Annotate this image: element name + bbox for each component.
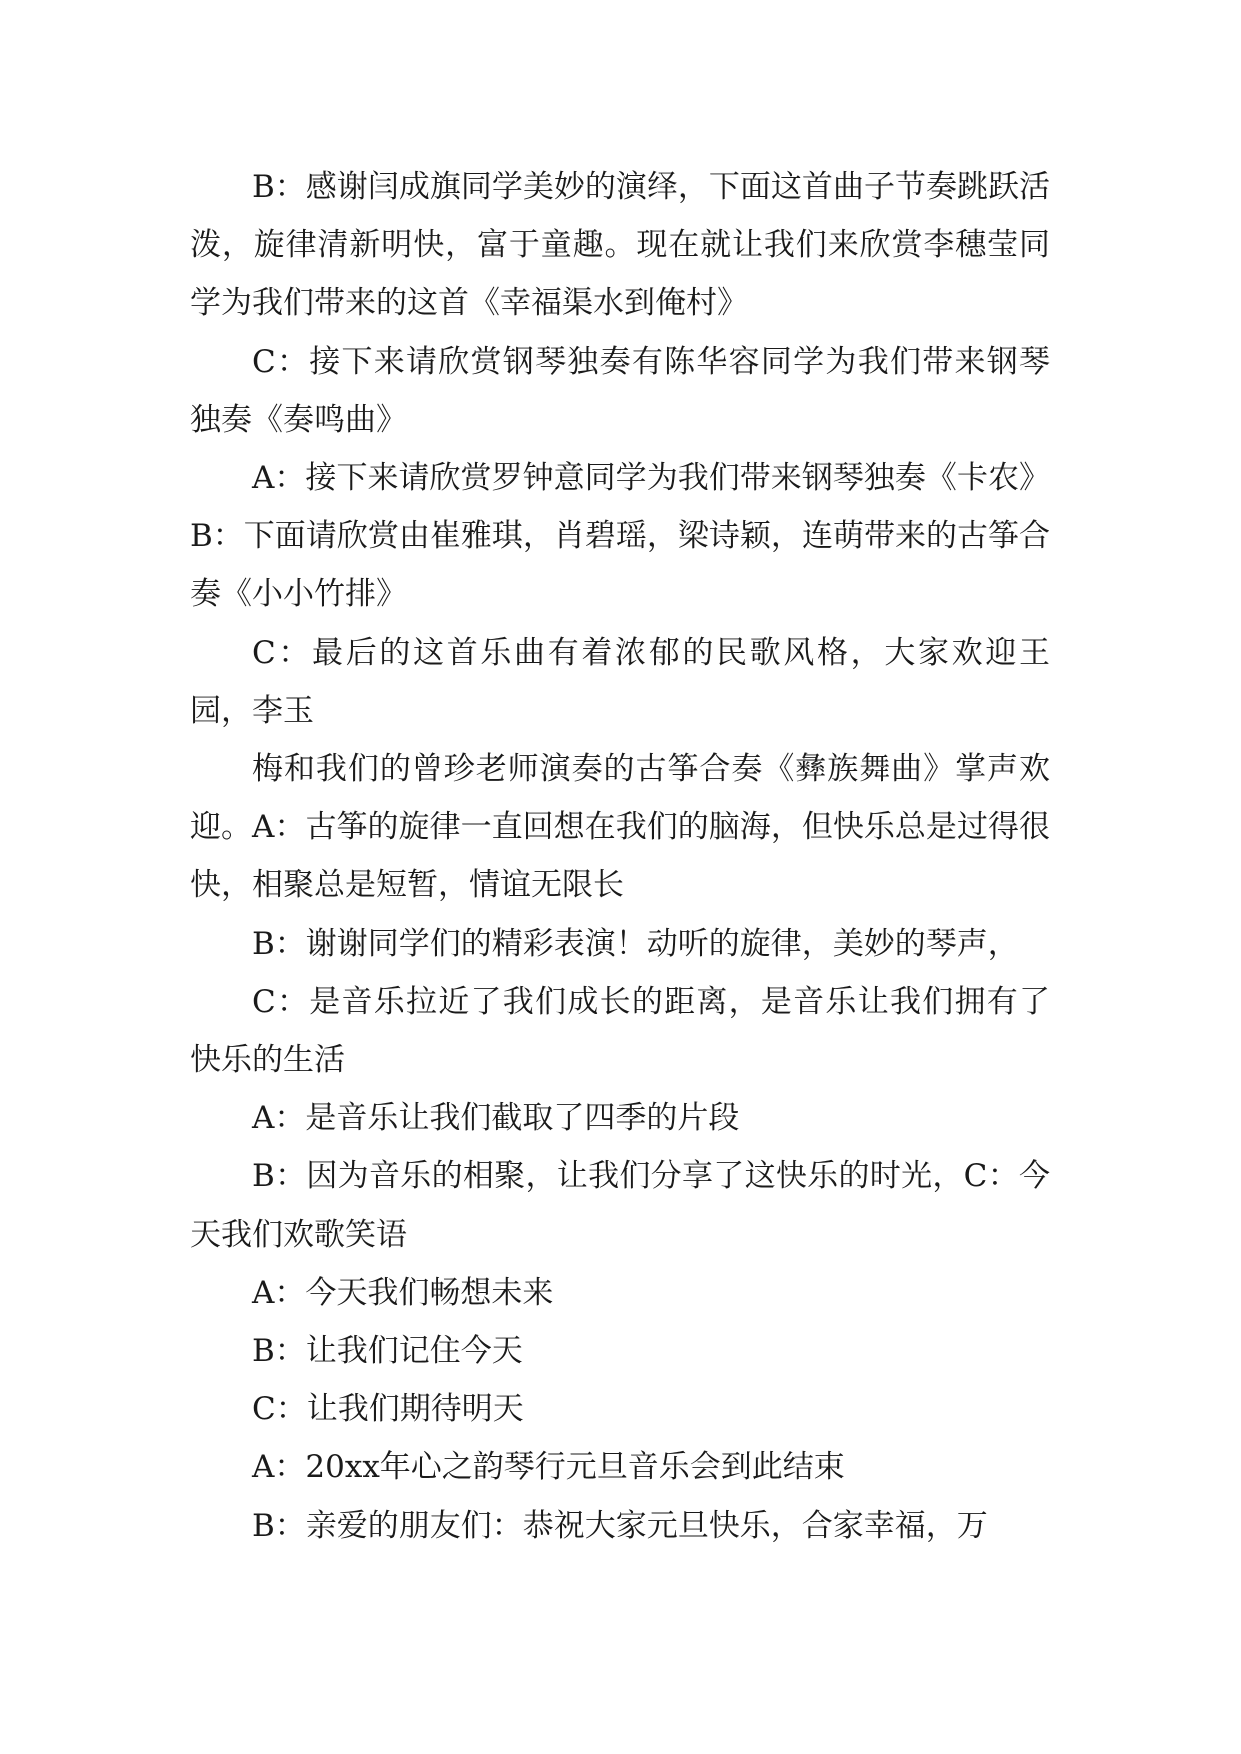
paragraph: B：因为音乐的相聚，让我们分享了这快乐的时光，C：今天我们欢歌笑语 [190, 1158, 1050, 1253]
paragraph: B：感谢闫成旗同学美妙的演绎，下面这首曲子节奏跳跃活泼，旋律清新明快，富于童趣。现在就让我们来欣赏李穗莹同学为我们带来的这首《幸福渠水到俺村》 [190, 169, 1050, 322]
document-body [190, 158, 1050, 1555]
paragraph: A：接下来请欣赏罗钟意同学为我们带来钢琴独奏《卡农》B：下面请欣赏由崔雅琪，肖碧瑶，梁诗颖，连萌带来的古筝合奏《小小竹排》 [190, 460, 1050, 613]
paragraph: 梅和我们的曾珍老师演奏的古筝合奏《彝族舞曲》掌声欢迎。A：古筝的旋律一直回想在我们的脑海，但快乐总是过得很快，相聚总是短暂，情谊无限长 [190, 751, 1050, 904]
paragraph: A：20xx年心之韵琴行元旦音乐会到此结束 [252, 1449, 845, 1486]
paragraph: C：接下来请欣赏钢琴独奏有陈华容同学为我们带来钢琴独奏《奏鸣曲》 [190, 343, 1050, 438]
paragraph: B：亲爱的朋友们：恭祝大家元旦快乐，合家幸福，万 [252, 1507, 988, 1544]
paragraph: C：最后的这首乐曲有着浓郁的民歌风格，大家欢迎王园，李玉 [190, 634, 1050, 729]
paragraph: B：让我们记住今天 [252, 1333, 523, 1370]
paragraph: C：让我们期待明天 [252, 1391, 524, 1428]
paragraph: B：谢谢同学们的精彩表演！动听的旋律，美妙的琴声， [252, 925, 1019, 962]
paragraph: A：今天我们畅想未来 [252, 1274, 554, 1311]
paragraph: A：是音乐让我们截取了四季的片段 [252, 1100, 740, 1137]
paragraph: C：是音乐拉近了我们成长的距离，是音乐让我们拥有了快乐的生活 [190, 983, 1050, 1079]
